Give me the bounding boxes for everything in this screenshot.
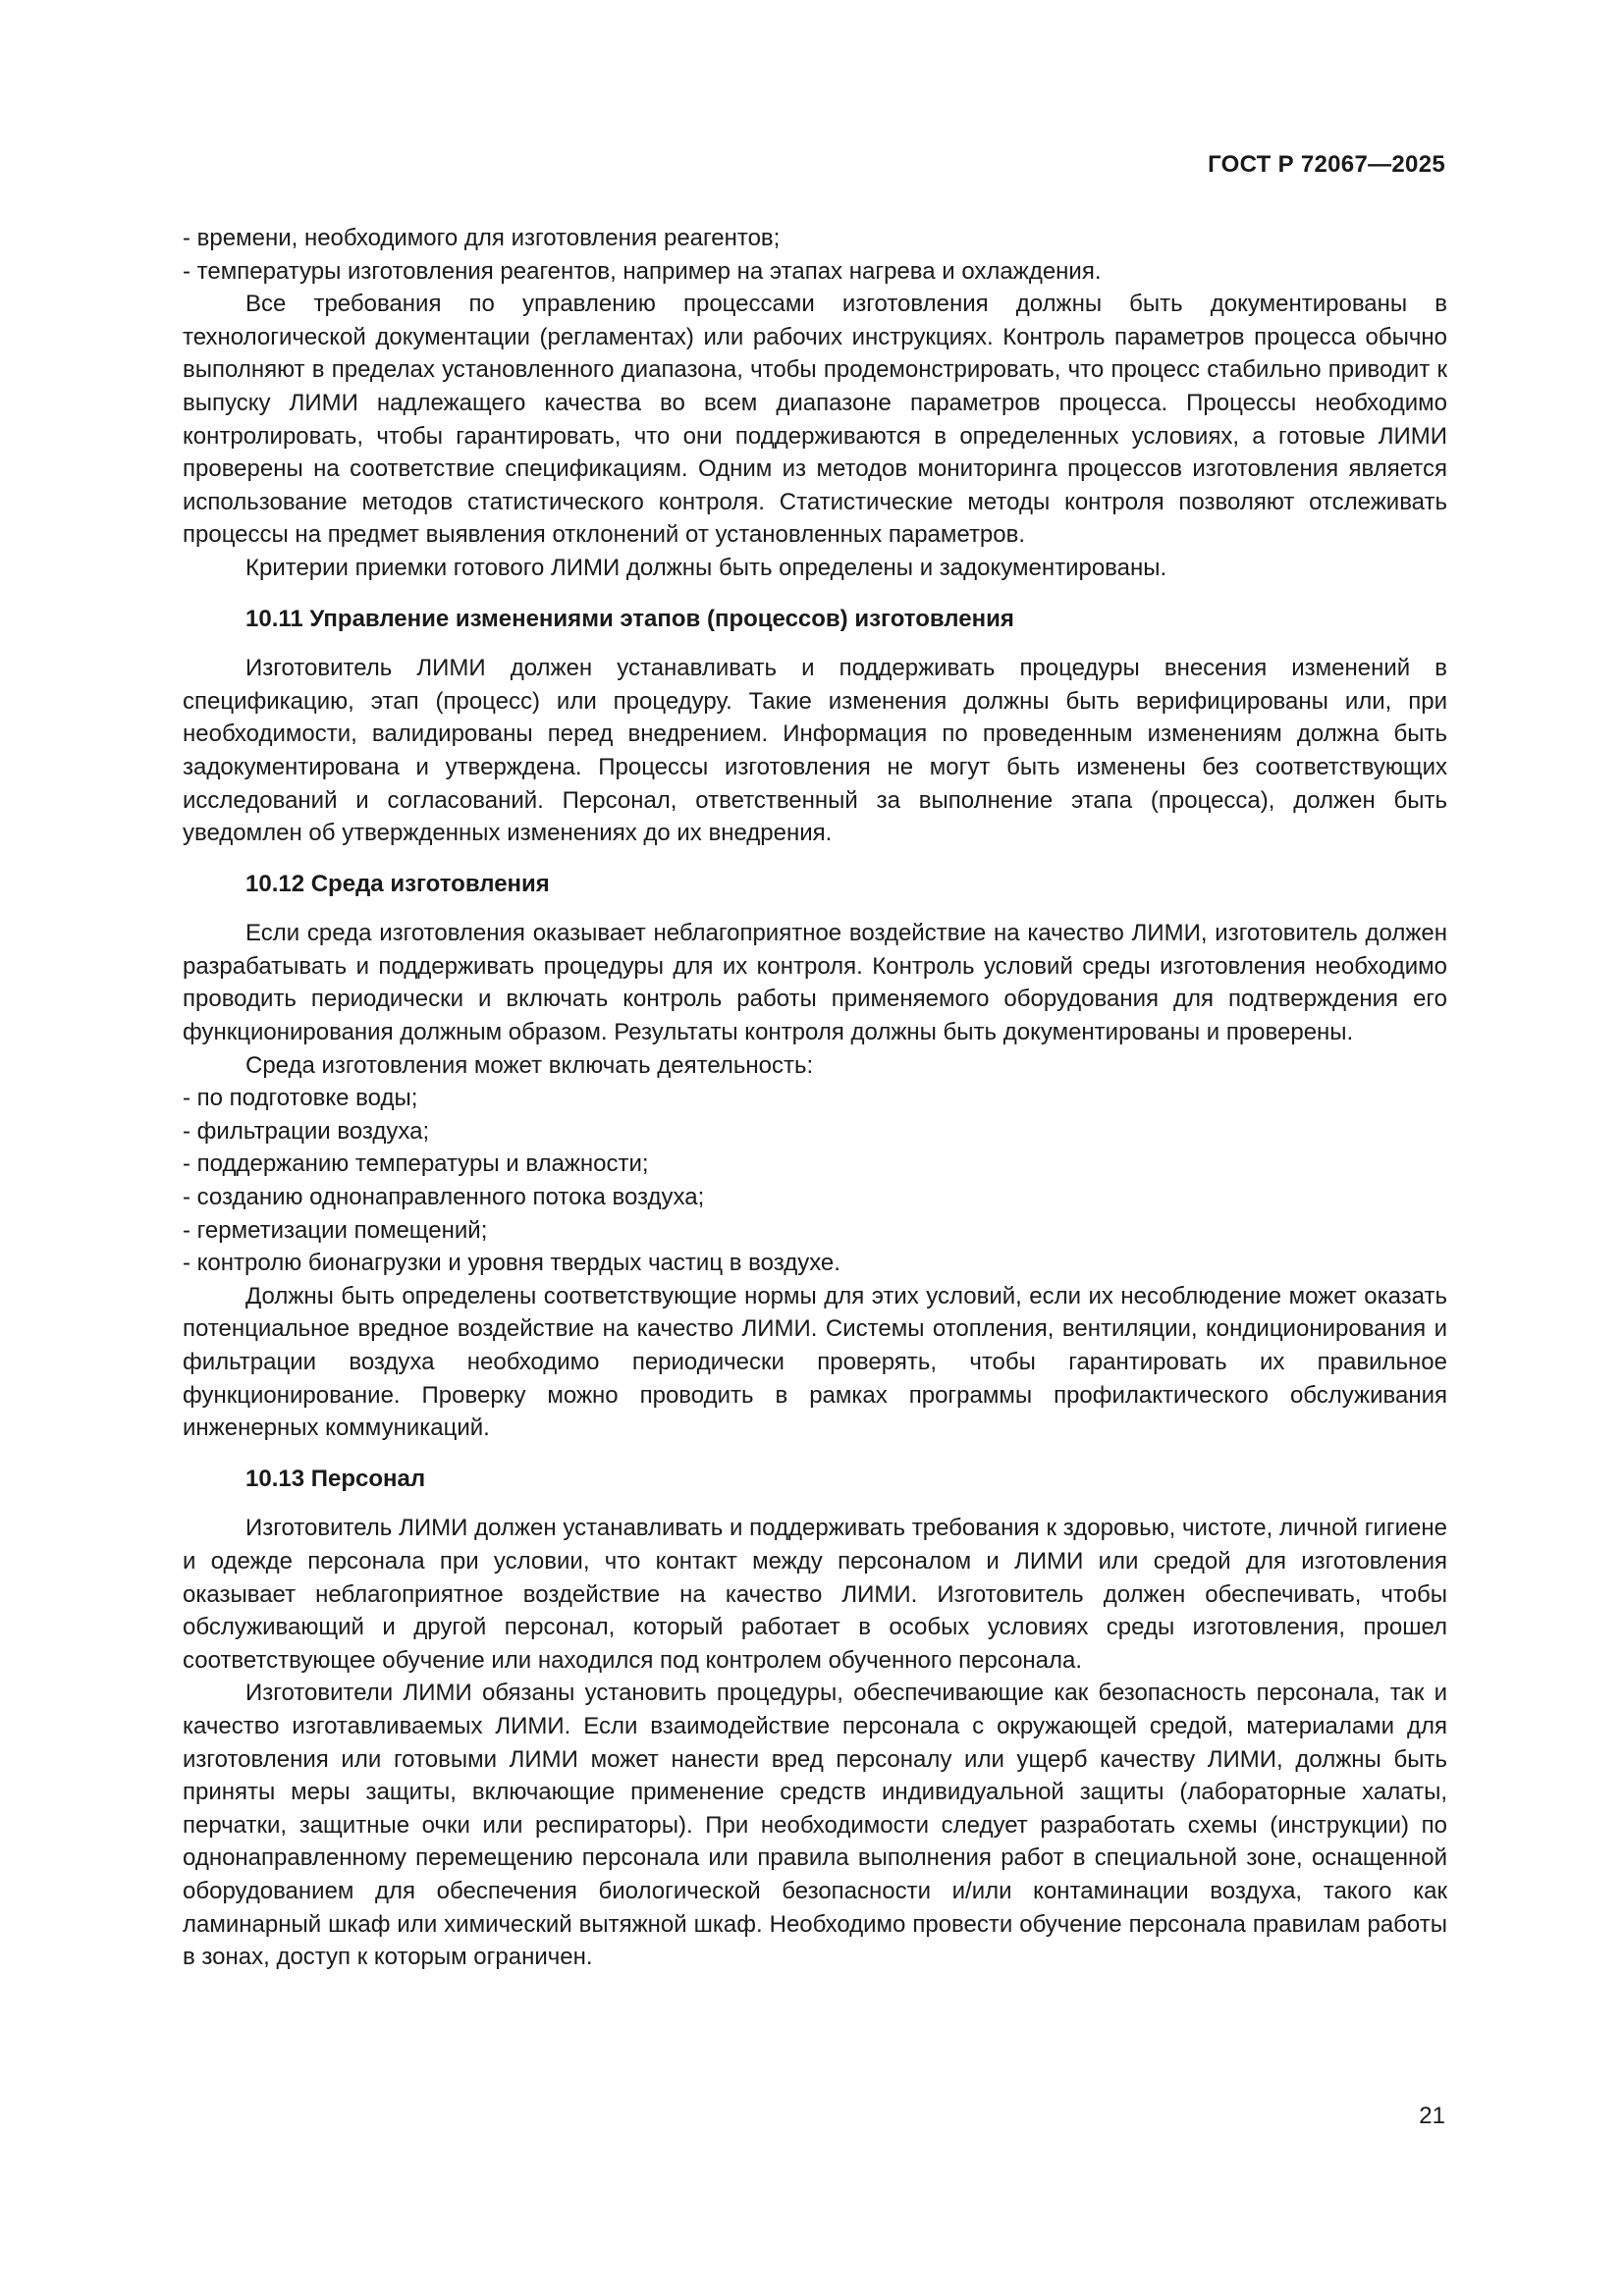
list-item: - по подготовке воды; — [183, 1085, 418, 1112]
paragraph: Если среда изготовления оказывает неблагоприятное воздействие на качество ЛИМИ, изготовитель должен разрабатывать и поддерживать процедуры для их контроля. Контроль условий среды изготовления необходимо проводить периодически и включать контроль работы применяемого оборудования для подтверждения его функционирования должным образом. Результаты контроля должны быть документированы и проверены. — [183, 920, 1447, 1046]
list-item: - температуры изготовления реагентов, например на этапах нагрева и охлаждения. — [183, 257, 1102, 285]
paragraph: Изготовитель ЛИМИ должен устанавливать и поддерживать требования к здоровью, чистоте, личной гигиене и одежде персонала при условии, что контакт между персоналом и ЛИМИ или средой для изготовления оказывает неблагоприятное воздействие на качество ЛИМИ. Изготовитель должен обеспечивать, чтобы обслуживающий и другой персонал, который работает в особых условиях среды изготовления, прошел соответствующее обучение или находился под контролем обученного персонала. — [183, 1515, 1447, 1674]
paragraph: Критерии приемки готового ЛИМИ должны быть определены и задокументированы. — [245, 554, 1167, 581]
section-heading-10-13: 10.13 Персонал — [245, 1465, 426, 1492]
document-code-header: ГОСТ Р 72067—2025 — [1208, 151, 1445, 178]
document-body — [183, 222, 1447, 1974]
list-intro: Среда изготовления может включать деятельность: — [245, 1051, 814, 1079]
paragraph: Изготовитель ЛИМИ должен устанавливать и поддерживать процедуры внесения изменений в спецификацию, этап (процесс) или процедуру. Такие изменения должны быть верифицированы или, при необходимости, валидированы перед внедрением. Информация по проведенным изменениям должна быть задокументирована и утверждена. Процессы изготовления не могут быть изменены без соответствующих исследований и согласований. Персонал, ответственный за выполнение этапа (процесса), должен быть уведомлен об утвержденных изменениях до их внедрения. — [183, 655, 1447, 847]
section-heading-10-12: 10.12 Среда изготовления — [245, 870, 550, 897]
page-number: 21 — [1419, 2103, 1445, 2129]
list-item: - герметизации помещений; — [183, 1216, 488, 1244]
paragraph: Все требования по управлению процессами изготовления должны быть документированы в технологической документации (регламентах) или рабочих инструкциях. Контроль параметров процесса обычно выполняют в пределах установленного диапазона, чтобы продемонстрировать, что процесс стабильно приводит к выпуску ЛИМИ надлежащего качества во всем диапазоне параметров процесса. Процессы необходимо контролировать, чтобы гарантировать, что они поддерживаются в определенных условиях, а готовые ЛИМИ проверены на соответствие спецификациям. Одним из методов мониторинга процессов изготовления является использование методов статистического контроля. Статистические методы контроля позволяют отслеживать процессы на предмет выявления отклонений от установленных параметров. — [183, 291, 1447, 549]
list-item: - поддержанию температуры и влажности; — [183, 1150, 649, 1178]
list-item: - контролю бионагрузки и уровня твердых частиц в воздухе. — [183, 1250, 840, 1277]
paragraph: Должны быть определены соответствующие нормы для этих условий, если их несоблюдение может оказать потенциальное вредное воздействие на качество ЛИМИ. Системы отопления, вентиляции, кондиционирования и фильтрации воздуха необходимо периодически проверять, чтобы гарантировать их правильное функционирование. Проверку можно проводить в рамках программы профилактического обслуживания инженерных коммуникаций. — [183, 1282, 1447, 1442]
section-heading-10-11: 10.11 Управление изменениями этапов (процессов) изготовления — [245, 605, 1014, 632]
list-item: - созданию однонаправленного потока воздуха; — [183, 1184, 705, 1211]
list-item: - фильтрации воздуха; — [183, 1117, 430, 1145]
paragraph: Изготовители ЛИМИ обязаны установить процедуры, обеспечивающие как безопасность персонала, так и качество изготавливаемых ЛИМИ. Если взаимодействие персонала с окружающей средой, материалами для изготовления или готовыми ЛИМИ может нанести вред персоналу или ущерб качеству ЛИМИ, должны быть приняты меры защиты, включающие применение средств индивидуальной защиты (лабораторные халаты, перчатки, защитные очки или респираторы). При необходимости следует разработать схемы (инструкции) по однонаправленному перемещению персонала или правила выполнения работ в специальной зоне, оснащенной оборудованием для обеспечения биологической безопасности и/или контаминации воздуха, такого как ламинарный шкаф или химический вытяжной шкаф. Необходимо провести обучение персонала правилам работы в зонах, доступ к которым ограничен. — [183, 1680, 1447, 1971]
list-item: - времени, необходимого для изготовления реагентов; — [183, 225, 781, 251]
